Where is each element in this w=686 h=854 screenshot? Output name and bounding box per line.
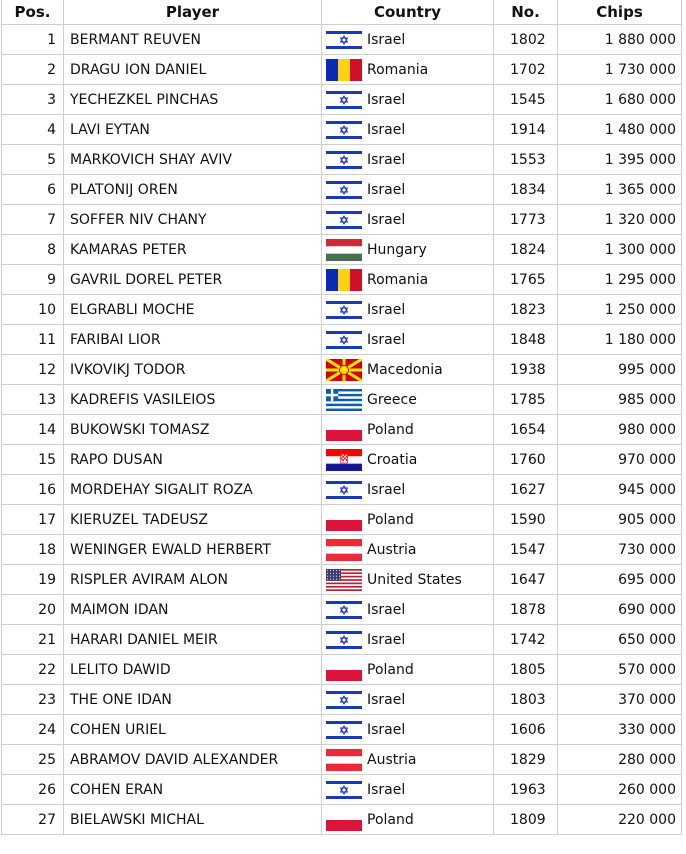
country-cell <box>322 85 494 115</box>
table-row <box>2 745 682 775</box>
country-name: Israel <box>367 181 406 198</box>
chips-cell: 1 180 000 <box>558 325 682 355</box>
table-row <box>2 595 682 625</box>
pos-cell: 20 <box>2 595 64 625</box>
country-cell <box>322 415 494 445</box>
player-number-cell: 1938 <box>494 355 558 385</box>
israel-flag-icon <box>326 149 362 171</box>
player-name-cell: DRAGU ION DANIEL <box>64 55 322 85</box>
player-name-cell: COHEN URIEL <box>64 715 322 745</box>
table-row <box>2 565 682 595</box>
country-cell <box>322 535 494 565</box>
pos-cell: 6 <box>2 175 64 205</box>
player-number-cell: 1802 <box>494 25 558 55</box>
israel-flag-icon <box>326 479 362 501</box>
player-number-cell: 1742 <box>494 625 558 655</box>
table-row <box>2 505 682 535</box>
table-row <box>2 265 682 295</box>
country-cell <box>322 235 494 265</box>
country-name: Israel <box>367 211 406 228</box>
country-cell <box>322 385 494 415</box>
macedonia-flag-icon <box>326 359 362 381</box>
pos-cell: 15 <box>2 445 64 475</box>
table-row <box>2 445 682 475</box>
table-row <box>2 25 682 55</box>
pos-cell: 10 <box>2 295 64 325</box>
table-body <box>2 25 682 835</box>
romania-flag-icon <box>326 269 362 291</box>
pos-cell: 21 <box>2 625 64 655</box>
pos-cell: 14 <box>2 415 64 445</box>
country-name: Hungary <box>367 241 427 258</box>
player-name-cell: ELGRABLI MOCHE <box>64 295 322 325</box>
player-number-cell: 1824 <box>494 235 558 265</box>
romania-flag-icon <box>326 59 362 81</box>
pos-cell: 23 <box>2 685 64 715</box>
player-number-cell: 1803 <box>494 685 558 715</box>
table-row <box>2 235 682 265</box>
country-cell <box>322 505 494 535</box>
player-name-cell: BUKOWSKI TOMASZ <box>64 415 322 445</box>
country-cell <box>322 565 494 595</box>
pos-cell: 19 <box>2 565 64 595</box>
player-name-cell: GAVRIL DOREL PETER <box>64 265 322 295</box>
table-row <box>2 535 682 565</box>
country-name: Romania <box>367 61 429 78</box>
pos-cell: 18 <box>2 535 64 565</box>
country-name: Israel <box>367 331 406 348</box>
israel-flag-icon <box>326 179 362 201</box>
country-cell <box>322 655 494 685</box>
player-number-cell: 1760 <box>494 445 558 475</box>
pos-cell: 26 <box>2 775 64 805</box>
greece-flag-icon <box>326 389 362 411</box>
player-number-cell: 1702 <box>494 55 558 85</box>
pos-cell: 9 <box>2 265 64 295</box>
header-player[interactable]: Player <box>64 0 322 25</box>
table-row <box>2 715 682 745</box>
player-name-cell: KAMARAS PETER <box>64 235 322 265</box>
israel-flag-icon <box>326 89 362 111</box>
player-name-cell: WENINGER EWALD HERBERT <box>64 535 322 565</box>
player-number-cell: 1829 <box>494 745 558 775</box>
country-name: Romania <box>367 271 429 288</box>
chips-cell: 280 000 <box>558 745 682 775</box>
player-number-cell: 1606 <box>494 715 558 745</box>
country-name: Macedonia <box>367 361 443 378</box>
chips-cell: 650 000 <box>558 625 682 655</box>
table-row <box>2 55 682 85</box>
table-row <box>2 655 682 685</box>
country-cell <box>322 595 494 625</box>
chips-cell: 945 000 <box>558 475 682 505</box>
country-name: United States <box>367 571 462 588</box>
player-number-cell: 1834 <box>494 175 558 205</box>
player-number-cell: 1848 <box>494 325 558 355</box>
country-name: Croatia <box>367 451 418 468</box>
pos-cell: 11 <box>2 325 64 355</box>
player-number-cell: 1765 <box>494 265 558 295</box>
table-row <box>2 85 682 115</box>
pos-cell: 16 <box>2 475 64 505</box>
poland-flag-icon <box>326 419 362 441</box>
player-name-cell: HARARI DANIEL MEIR <box>64 625 322 655</box>
country-name: Greece <box>367 391 417 408</box>
chips-cell: 695 000 <box>558 565 682 595</box>
poland-flag-icon <box>326 809 362 831</box>
player-name-cell: BERMANT REUVEN <box>64 25 322 55</box>
chips-cell: 260 000 <box>558 775 682 805</box>
player-name-cell: MORDEHAY SIGALIT ROZA <box>64 475 322 505</box>
country-name: Poland <box>367 421 414 438</box>
player-number-cell: 1823 <box>494 295 558 325</box>
chips-cell: 1 300 000 <box>558 235 682 265</box>
hungary-flag-icon <box>326 239 362 261</box>
table-row <box>2 205 682 235</box>
israel-flag-icon <box>326 689 362 711</box>
chips-cell: 1 320 000 <box>558 205 682 235</box>
player-name-cell: RAPO DUSAN <box>64 445 322 475</box>
country-cell <box>322 25 494 55</box>
poland-flag-icon <box>326 509 362 531</box>
pos-cell: 17 <box>2 505 64 535</box>
table-row <box>2 805 682 835</box>
table-row <box>2 145 682 175</box>
player-number-cell: 1547 <box>494 535 558 565</box>
pos-cell: 8 <box>2 235 64 265</box>
croatia-flag-icon <box>326 449 362 471</box>
israel-flag-icon <box>326 629 362 651</box>
player-name-cell: YECHEZKEL PINCHAS <box>64 85 322 115</box>
country-cell <box>322 325 494 355</box>
country-cell <box>322 775 494 805</box>
pos-cell: 22 <box>2 655 64 685</box>
chips-cell: 1 480 000 <box>558 115 682 145</box>
pos-cell: 12 <box>2 355 64 385</box>
table-row <box>2 355 682 385</box>
table-row <box>2 415 682 445</box>
country-name: Poland <box>367 511 414 528</box>
header-chips[interactable]: Chips <box>558 0 682 25</box>
country-name: Austria <box>367 751 417 768</box>
player-name-cell: FARIBAI LIOR <box>64 325 322 355</box>
player-number-cell: 1654 <box>494 415 558 445</box>
player-number-cell: 1809 <box>494 805 558 835</box>
player-name-cell: BIELAWSKI MICHAL <box>64 805 322 835</box>
player-number-cell: 1963 <box>494 775 558 805</box>
chips-cell: 220 000 <box>558 805 682 835</box>
table-row <box>2 115 682 145</box>
table-row <box>2 325 682 355</box>
chips-cell: 570 000 <box>558 655 682 685</box>
chips-cell: 1 680 000 <box>558 85 682 115</box>
pos-cell: 1 <box>2 25 64 55</box>
header-pos[interactable]: Pos. <box>2 0 64 25</box>
pos-cell: 7 <box>2 205 64 235</box>
country-name: Israel <box>367 781 406 798</box>
israel-flag-icon <box>326 719 362 741</box>
player-name-cell: MARKOVICH SHAY AVIV <box>64 145 322 175</box>
player-number-cell: 1785 <box>494 385 558 415</box>
austria-flag-icon <box>326 749 362 771</box>
israel-flag-icon <box>326 209 362 231</box>
poland-flag-icon <box>326 659 362 681</box>
chips-cell: 730 000 <box>558 535 682 565</box>
table-row <box>2 475 682 505</box>
israel-flag-icon <box>326 299 362 321</box>
chip-counts-table <box>1 0 682 835</box>
player-number-cell: 1878 <box>494 595 558 625</box>
pos-cell: 24 <box>2 715 64 745</box>
chips-cell: 995 000 <box>558 355 682 385</box>
country-cell <box>322 175 494 205</box>
country-name: Israel <box>367 121 406 138</box>
pos-cell: 4 <box>2 115 64 145</box>
country-cell <box>322 115 494 145</box>
israel-flag-icon <box>326 599 362 621</box>
table-row <box>2 775 682 805</box>
table-row <box>2 625 682 655</box>
player-name-cell: COHEN ERAN <box>64 775 322 805</box>
player-number-cell: 1647 <box>494 565 558 595</box>
country-cell <box>322 475 494 505</box>
chips-cell: 690 000 <box>558 595 682 625</box>
chips-cell: 985 000 <box>558 385 682 415</box>
israel-flag-icon <box>326 119 362 141</box>
country-name: Israel <box>367 631 406 648</box>
chips-cell: 1 295 000 <box>558 265 682 295</box>
chips-cell: 1 880 000 <box>558 25 682 55</box>
header-country[interactable]: Country <box>322 0 494 25</box>
country-cell <box>322 745 494 775</box>
player-name-cell: THE ONE IDAN <box>64 685 322 715</box>
country-name: Israel <box>367 601 406 618</box>
country-name: Israel <box>367 691 406 708</box>
pos-cell: 13 <box>2 385 64 415</box>
pos-cell: 5 <box>2 145 64 175</box>
chips-cell: 370 000 <box>558 685 682 715</box>
player-number-cell: 1773 <box>494 205 558 235</box>
table-row <box>2 685 682 715</box>
country-cell <box>322 625 494 655</box>
usa-flag-icon <box>326 569 362 591</box>
table-row <box>2 295 682 325</box>
player-name-cell: RISPLER AVIRAM ALON <box>64 565 322 595</box>
country-cell <box>322 265 494 295</box>
player-name-cell: MAIMON IDAN <box>64 595 322 625</box>
country-cell <box>322 685 494 715</box>
chips-cell: 1 365 000 <box>558 175 682 205</box>
chips-cell: 1 395 000 <box>558 145 682 175</box>
player-name-cell: IVKOVIKJ TODOR <box>64 355 322 385</box>
chips-cell: 1 730 000 <box>558 55 682 85</box>
country-cell <box>322 55 494 85</box>
country-name: Austria <box>367 541 417 558</box>
player-number-cell: 1805 <box>494 655 558 685</box>
player-name-cell: LAVI EYTAN <box>64 115 322 145</box>
player-number-cell: 1590 <box>494 505 558 535</box>
israel-flag-icon <box>326 329 362 351</box>
player-number-cell: 1914 <box>494 115 558 145</box>
country-name: Israel <box>367 31 406 48</box>
player-number-cell: 1627 <box>494 475 558 505</box>
country-cell <box>322 715 494 745</box>
country-cell <box>322 145 494 175</box>
pos-cell: 2 <box>2 55 64 85</box>
player-number-cell: 1553 <box>494 145 558 175</box>
country-name: Israel <box>367 91 406 108</box>
player-name-cell: LELITO DAWID <box>64 655 322 685</box>
player-name-cell: KADREFIS VASILEIOS <box>64 385 322 415</box>
israel-flag-icon <box>326 29 362 51</box>
chips-cell: 905 000 <box>558 505 682 535</box>
pos-cell: 3 <box>2 85 64 115</box>
player-number-cell: 1545 <box>494 85 558 115</box>
chips-cell: 970 000 <box>558 445 682 475</box>
header-no[interactable]: No. <box>494 0 558 25</box>
country-name: Israel <box>367 151 406 168</box>
country-name: Poland <box>367 811 414 828</box>
country-cell <box>322 805 494 835</box>
country-cell <box>322 205 494 235</box>
player-name-cell: ABRAMOV DAVID ALEXANDER <box>64 745 322 775</box>
country-name: Israel <box>367 721 406 738</box>
country-cell <box>322 355 494 385</box>
country-cell <box>322 445 494 475</box>
austria-flag-icon <box>326 539 362 561</box>
player-name-cell: SOFFER NIV CHANY <box>64 205 322 235</box>
chips-cell: 330 000 <box>558 715 682 745</box>
chips-cell: 1 250 000 <box>558 295 682 325</box>
country-cell <box>322 295 494 325</box>
table-row <box>2 175 682 205</box>
country-name: Israel <box>367 301 406 318</box>
pos-cell: 27 <box>2 805 64 835</box>
country-name: Israel <box>367 481 406 498</box>
player-name-cell: KIERUZEL TADEUSZ <box>64 505 322 535</box>
header-row <box>2 0 682 25</box>
country-name: Poland <box>367 661 414 678</box>
chips-cell: 980 000 <box>558 415 682 445</box>
player-name-cell: PLATONIJ OREN <box>64 175 322 205</box>
table-row <box>2 385 682 415</box>
israel-flag-icon <box>326 779 362 801</box>
pos-cell: 25 <box>2 745 64 775</box>
